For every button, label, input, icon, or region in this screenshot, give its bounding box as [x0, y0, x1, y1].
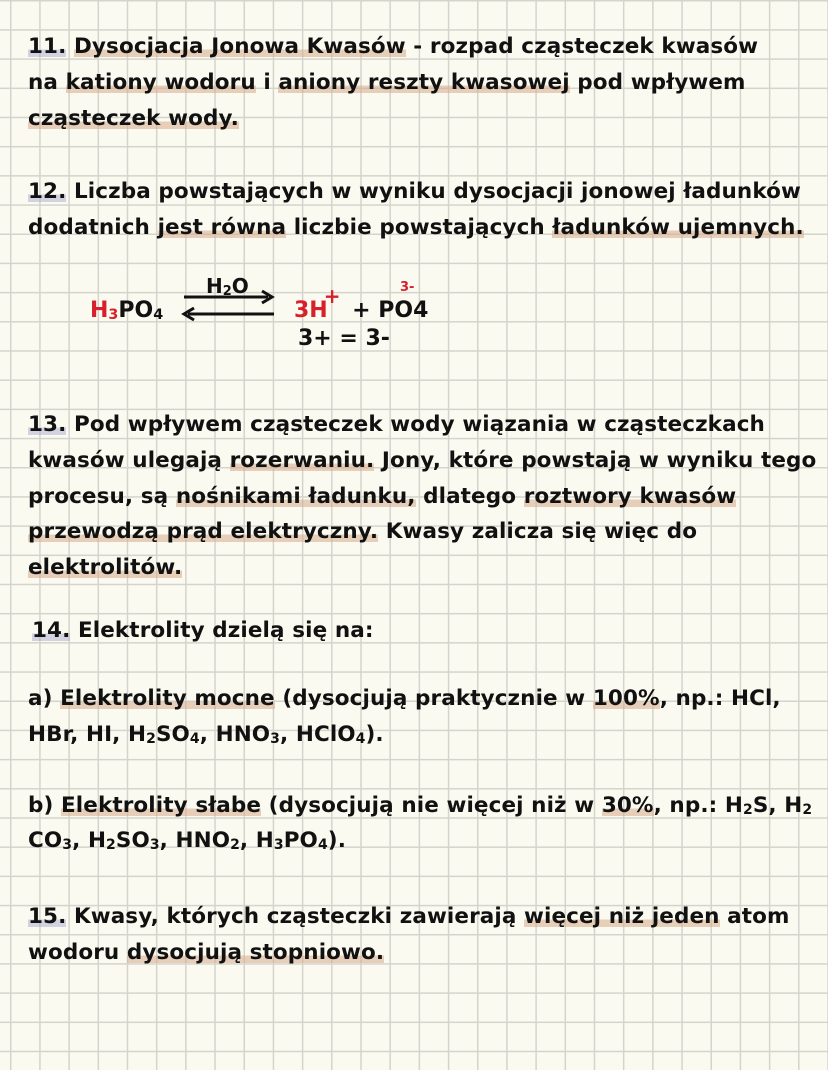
positive-charge: + [323, 284, 341, 308]
section-15-line-1: 15. Kwasy, których cząsteczki zawierają więcej niż jeden atom [28, 904, 790, 929]
section-15-line-2: wodoru dysocjują stopniowo. [28, 940, 385, 965]
section-13-line-2: kwasów ulegają rozerwaniu. Jony, które powstają w wyniku tego [28, 448, 817, 473]
arrow-label-o: O [231, 274, 249, 298]
section-11-line-2: na kationy wodoru i aniony reszty kwasowej pod wpływem [28, 70, 746, 95]
reactant-hydrogen-subscript: 3 [108, 307, 119, 324]
section-13-line-1: 13. Pod wpływem cząsteczek wody wiązania w cząsteczkach [28, 412, 765, 437]
product-phosphate-ion: PO [378, 298, 414, 323]
negative-charge: 3- [400, 280, 415, 295]
section-13-line-3: procesu, są nośnikami ładunku, dlatego roztwory kwasów [28, 484, 737, 509]
reactant-formula [90, 300, 163, 322]
section-13-line-4: przewodzą prąd elektryczny. Kwasy zalicza się więc do [28, 519, 698, 544]
reactant-po: PO [118, 298, 154, 323]
arrow-label-h: H [206, 274, 223, 298]
product-hydrogen-ion: 3H [294, 298, 328, 323]
plus-sign: + [352, 298, 371, 323]
equilibrium-arrow-icon [180, 288, 280, 324]
section-14b-line-1: b) Elektrolity słabe (dysocjują nie więcej niż w 30%, np.: $H_2S$, $H_2$ [28, 793, 813, 819]
reactant-po-subscript: 4 [153, 307, 164, 324]
section-12-line-2: dodatnich jest równa liczbie powstających ładunków ujemnych. [28, 215, 804, 240]
section-13-line-5: elektrolitów. [28, 555, 183, 580]
phosphate-subscript: 4 [413, 298, 429, 323]
section-11-line-1: 11. Dysocjacja Jonowa Kwasów - rozpad cząsteczek kwasów [28, 34, 759, 59]
section-12-line-1: 12. Liczba powstających w wyniku dysocjacji jonowej ładunków [28, 179, 801, 204]
section-11-line-3: cząsteczek wody. [28, 106, 239, 131]
charge-balance: 3+ = 3- [298, 326, 390, 351]
section-14a-line-2: HBr, HI, $H_2SO_4$, $HNO_3$, HClO$_4$). [28, 722, 384, 748]
section-14-heading: 14. Elektrolity dzielą się na: [32, 618, 374, 643]
section-14b-line-2: $CO_3$, $H_2SO_3$, $HNO_2$, $H_3PO_4$). [28, 828, 346, 854]
arrow-label-subscript: 2 [222, 283, 232, 299]
reactant-hydrogen: H [90, 298, 109, 323]
product-formula [294, 284, 429, 323]
section-14a-line-1: a) Elektrolity mocne (dysocjują praktycznie w 100%, np.: HCl, [28, 686, 781, 711]
